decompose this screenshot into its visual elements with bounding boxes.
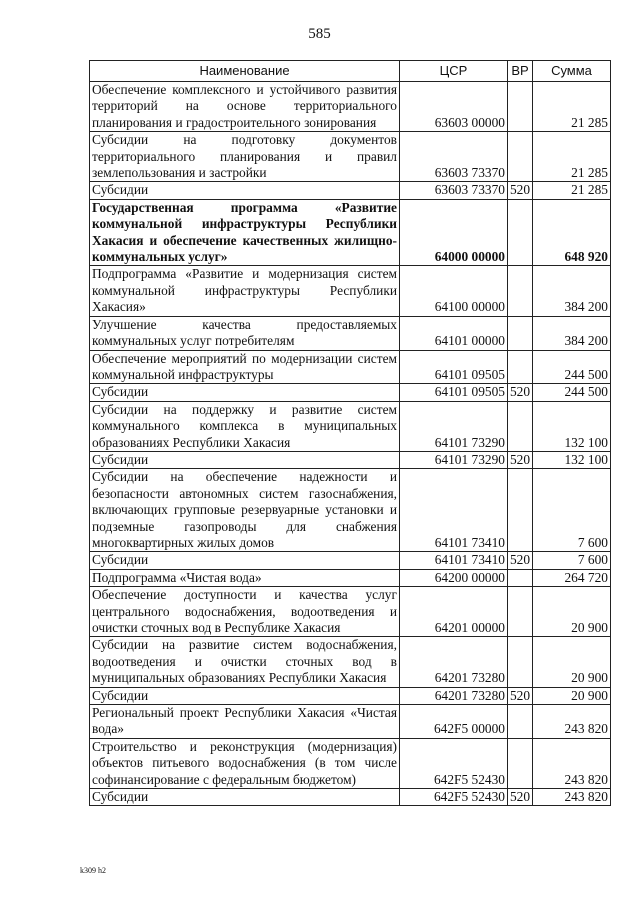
row-csr: 642F5 00000: [400, 705, 508, 739]
row-vr: 520: [508, 451, 533, 468]
row-sum: 21 285: [533, 132, 611, 182]
row-sum: 243 820: [533, 705, 611, 739]
row-sum: 244 500: [533, 384, 611, 401]
row-csr: 64201 73280: [400, 687, 508, 704]
row-sum: 20 900: [533, 687, 611, 704]
row-vr: 520: [508, 687, 533, 704]
row-vr: [508, 199, 533, 266]
row-csr: 64000 00000: [400, 199, 508, 266]
table-row: [90, 132, 611, 182]
row-csr: 63603 73370: [400, 182, 508, 199]
row-csr: 64100 00000: [400, 266, 508, 316]
row-vr: [508, 637, 533, 687]
row-sum: 7 600: [533, 552, 611, 569]
row-vr: [508, 316, 533, 350]
row-csr: 64101 73410: [400, 552, 508, 569]
row-vr: [508, 569, 533, 586]
row-sum: 648 920: [533, 199, 611, 266]
row-sum: 264 720: [533, 569, 611, 586]
table-row: [90, 587, 611, 637]
row-csr: 64201 73280: [400, 637, 508, 687]
table-body: [90, 82, 611, 806]
table-row: [90, 316, 611, 350]
row-sum: 384 200: [533, 316, 611, 350]
header-vr: ВР: [508, 61, 533, 82]
row-sum: 384 200: [533, 266, 611, 316]
row-csr: 63603 73370: [400, 132, 508, 182]
row-sum: 20 900: [533, 587, 611, 637]
row-csr: 642F5 52430: [400, 789, 508, 806]
table-row: [90, 738, 611, 788]
row-sum: 244 500: [533, 350, 611, 384]
row-vr: [508, 82, 533, 132]
row-csr: 64101 09505: [400, 350, 508, 384]
row-vr: 520: [508, 182, 533, 199]
row-name: Субсидии: [90, 687, 400, 704]
row-csr: 64201 00000: [400, 587, 508, 637]
table-row: [90, 451, 611, 468]
table-row: [90, 199, 611, 266]
table-row: [90, 569, 611, 586]
header-name: Наименование: [90, 61, 400, 82]
row-vr: 520: [508, 789, 533, 806]
row-name: Государственная программа «Развитие коммунальной инфраструктуры Республики Хакасия и обеспечение качественных жилищно-коммунальных услуг»: [90, 199, 400, 266]
header-row: [90, 61, 611, 82]
row-name: Субсидии на подготовку документов территориального планирования и правил землепользования и застройки: [90, 132, 400, 182]
table-row: [90, 401, 611, 451]
row-sum: 21 285: [533, 182, 611, 199]
footer-code: k309 h2: [80, 866, 106, 875]
row-sum: 20 900: [533, 637, 611, 687]
row-vr: [508, 350, 533, 384]
row-name: Субсидии: [90, 552, 400, 569]
row-name: Обеспечение мероприятий по модернизации систем коммунальной инфраструктуры: [90, 350, 400, 384]
row-csr: 64101 00000: [400, 316, 508, 350]
row-csr: 64101 73290: [400, 451, 508, 468]
row-name: Обеспечение комплексного и устойчивого развития территорий на основе территориального планирования и градостроительного зонирования: [90, 82, 400, 132]
row-name: Субсидии: [90, 182, 400, 199]
row-vr: [508, 266, 533, 316]
table-row: [90, 82, 611, 132]
table-row: [90, 266, 611, 316]
row-name: Субсидии на поддержку и развитие систем коммунального комплекса в муниципальных образованиях Республики Хакасия: [90, 401, 400, 451]
row-csr: 64101 09505: [400, 384, 508, 401]
page-number: 585: [308, 26, 331, 42]
row-vr: [508, 132, 533, 182]
row-sum: 243 820: [533, 789, 611, 806]
row-csr: 642F5 52430: [400, 738, 508, 788]
row-name: Субсидии: [90, 384, 400, 401]
row-name: Субсидии: [90, 451, 400, 468]
row-vr: [508, 469, 533, 552]
row-name: Подпрограмма «Чистая вода»: [90, 569, 400, 586]
row-name: Подпрограмма «Развитие и модернизация систем коммунальной инфраструктуры Республики Хакасия»: [90, 266, 400, 316]
table-row: [90, 687, 611, 704]
row-sum: 132 100: [533, 401, 611, 451]
row-name: Региональный проект Республики Хакасия «Чистая вода»: [90, 705, 400, 739]
header-sum: Сумма: [533, 61, 611, 82]
row-sum: 243 820: [533, 738, 611, 788]
row-vr: [508, 738, 533, 788]
budget-table: [89, 60, 611, 806]
row-name: Улучшение качества предоставляемых коммунальных услуг потребителям: [90, 316, 400, 350]
row-vr: [508, 587, 533, 637]
row-name: Субсидии на обеспечение надежности и безопасности автономных систем газоснабжения, включающих групповые резервуарные установки и подземные газопроводы для снабжения многоквартирных жилых домов: [90, 469, 400, 552]
table-row: [90, 637, 611, 687]
row-sum: 7 600: [533, 469, 611, 552]
row-sum: 132 100: [533, 451, 611, 468]
row-vr: [508, 705, 533, 739]
row-name: Субсидии на развитие систем водоснабжения, водоотведения и очистки сточных вод в муниципальных образованиях Республики Хакасия: [90, 637, 400, 687]
table-row: [90, 705, 611, 739]
table-row: [90, 182, 611, 199]
table-row: [90, 384, 611, 401]
row-vr: [508, 401, 533, 451]
table-row: [90, 552, 611, 569]
row-name: Субсидии: [90, 789, 400, 806]
table-row: [90, 469, 611, 552]
header-csr: ЦСР: [400, 61, 508, 82]
table-row: [90, 350, 611, 384]
row-vr: 520: [508, 552, 533, 569]
row-name: Обеспечение доступности и качества услуг центрального водоснабжения, водоотведения и очистки сточных вод в Республике Хакасия: [90, 587, 400, 637]
table-row: [90, 789, 611, 806]
row-csr: 64101 73410: [400, 469, 508, 552]
row-vr: 520: [508, 384, 533, 401]
row-csr: 64200 00000: [400, 569, 508, 586]
row-csr: 63603 00000: [400, 82, 508, 132]
row-name: Строительство и реконструкция (модернизация) объектов питьевого водоснабжения (в том числе софинансирование с федеральным бюджетом): [90, 738, 400, 788]
row-csr: 64101 73290: [400, 401, 508, 451]
row-sum: 21 285: [533, 82, 611, 132]
